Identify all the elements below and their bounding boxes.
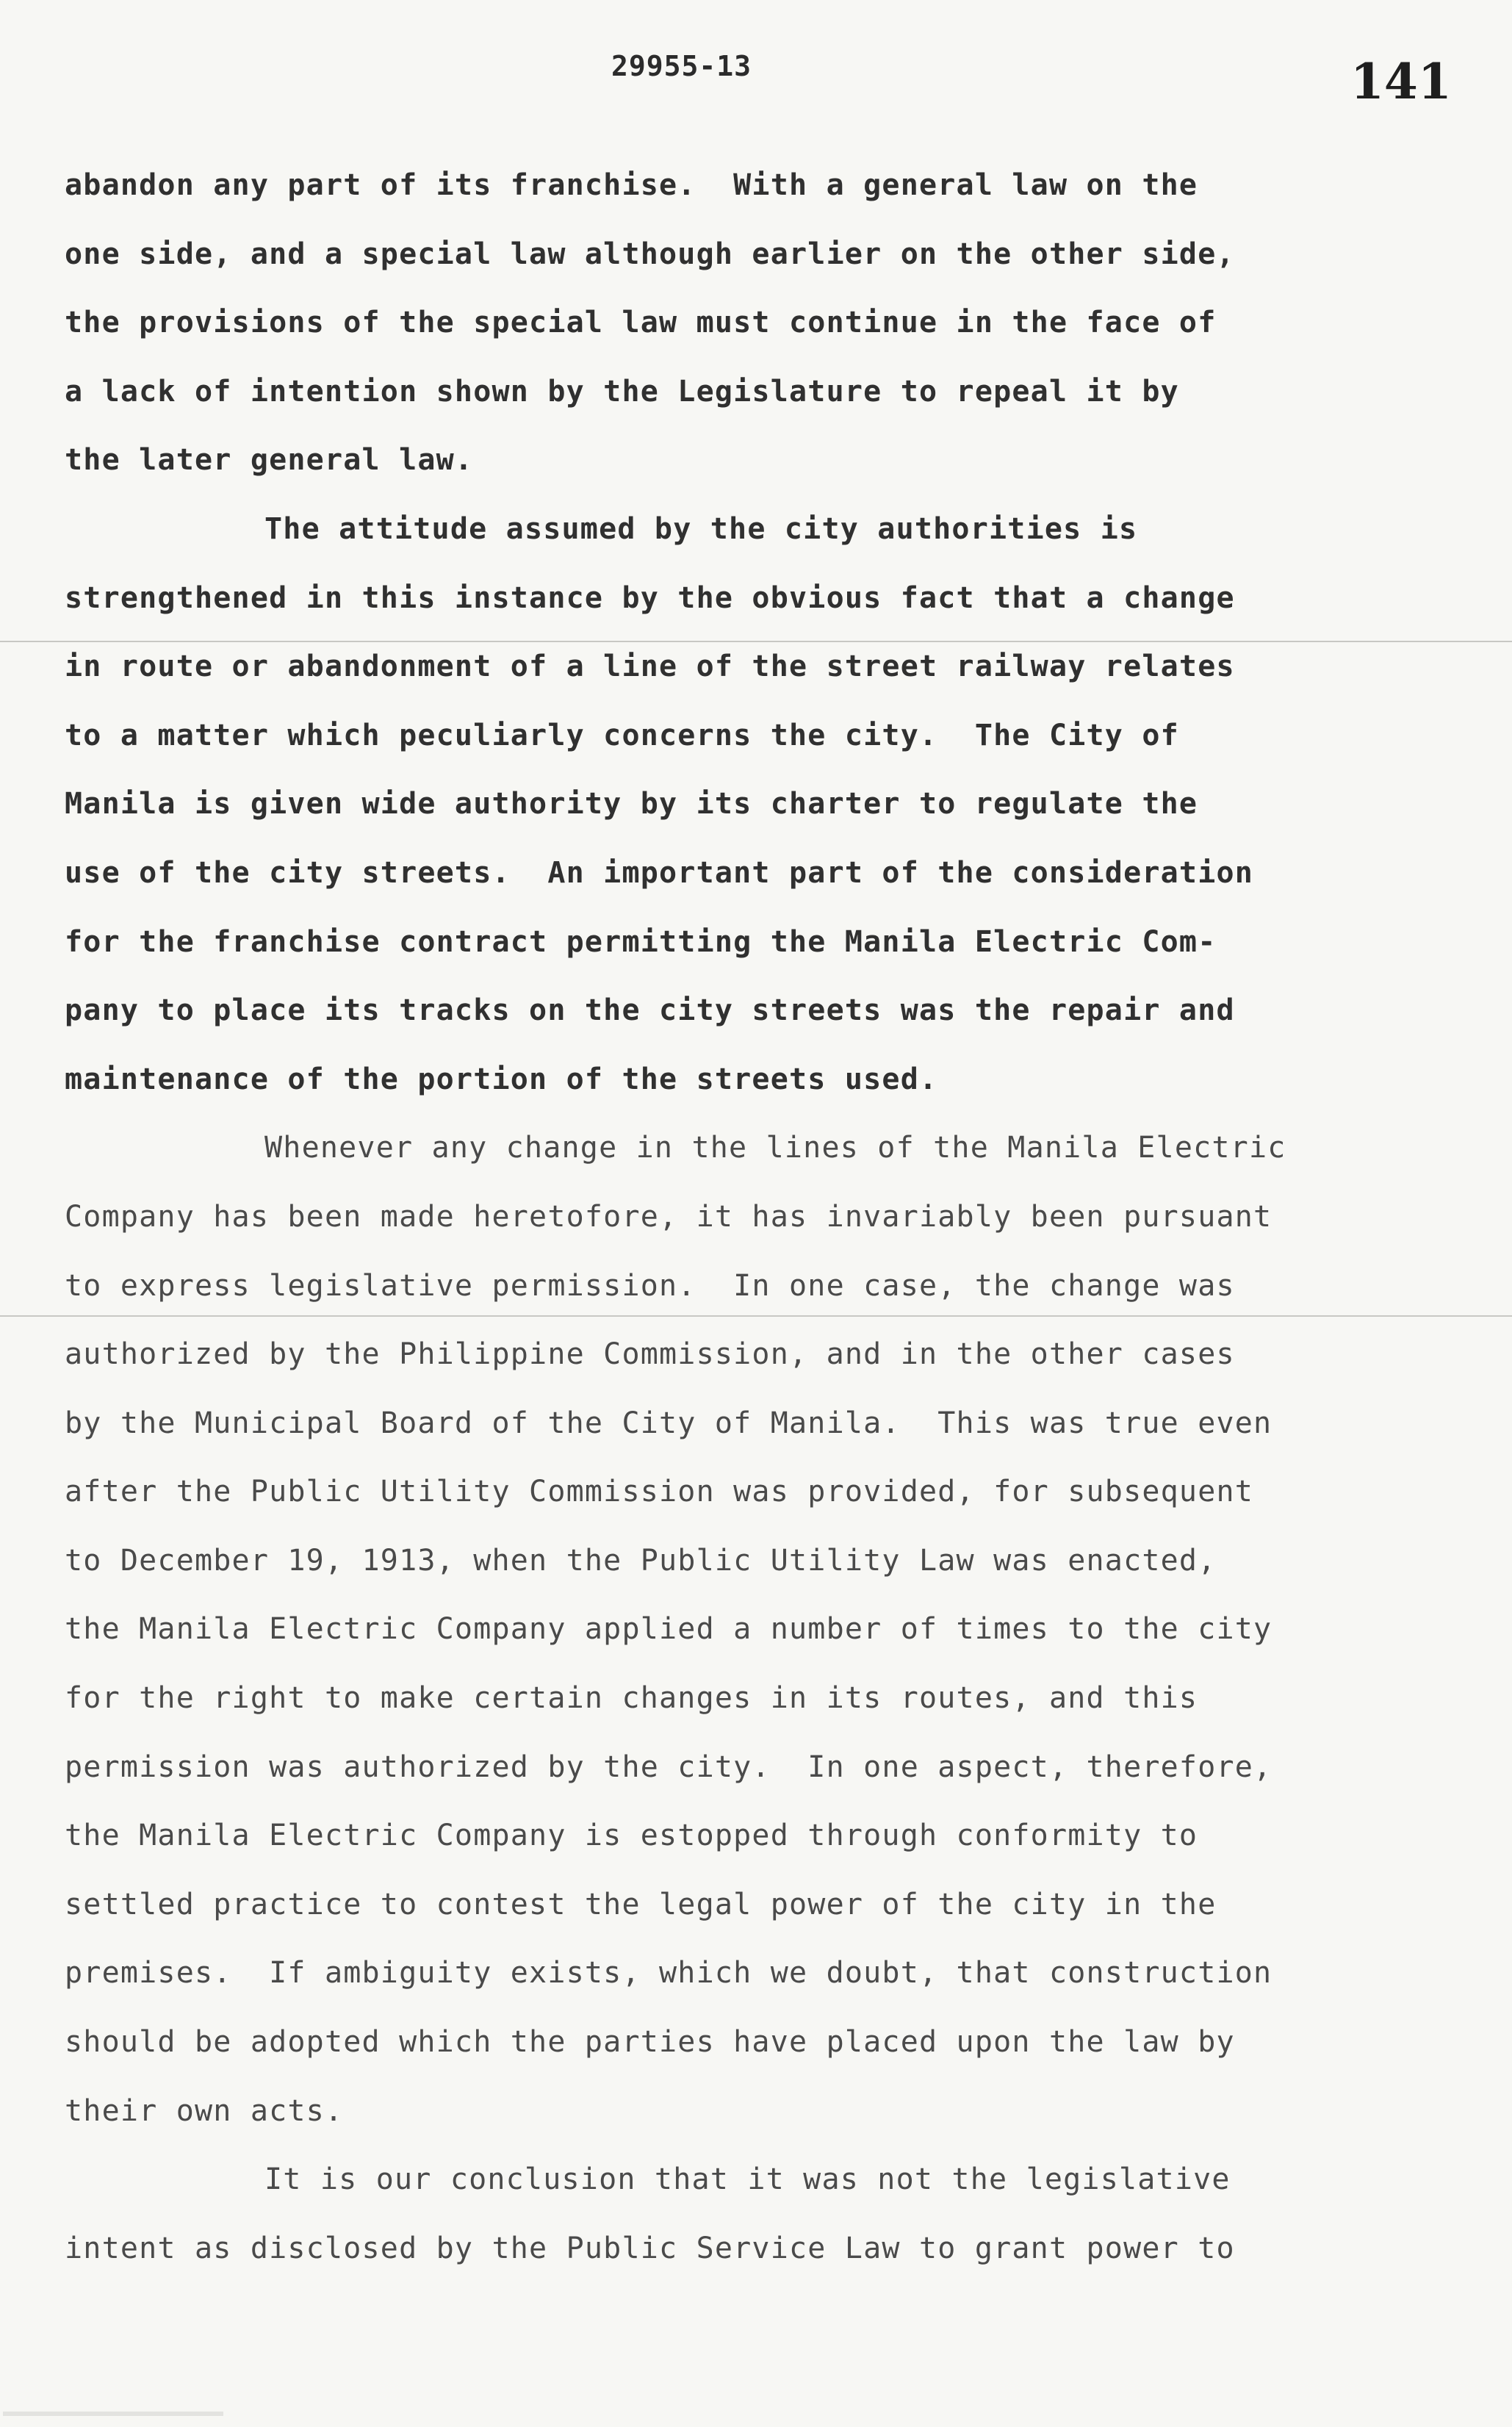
text-line: the later general law.	[65, 443, 474, 478]
text-line: authorized by the Philippine Commission, and in the other cases	[65, 1337, 1235, 1372]
text-line: pany to place its tracks on the city streets was the repair and	[65, 993, 1235, 1028]
paragraph-start-line: It is our conclusion that it was not the legislative	[264, 2162, 1231, 2197]
text-line: settled practice to contest the legal power of the city in the	[65, 1887, 1217, 1921]
text-line: use of the city streets. An important part of the consideration	[65, 855, 1254, 890]
text-line: premises. If ambiguity exists, which we doubt, that construction	[65, 1956, 1272, 1991]
text-line: their own acts.	[65, 2093, 344, 2128]
paragraph-start-line: The attitude assumed by the city authorities is	[264, 511, 1138, 546]
text-line: Company has been made heretofore, it has invariably been pursuant	[65, 1199, 1272, 1234]
text-line: Manila is given wide authority by its charter to regulate the	[65, 787, 1198, 821]
text-line: after the Public Utility Commission was provided, for subsequent	[65, 1475, 1254, 1509]
text-line: intent as disclosed by the Public Service Law to grant power to	[65, 2231, 1235, 2265]
text-line: abandon any part of its franchise. With a general law on the	[65, 168, 1198, 202]
paragraph-start-line: Whenever any change in the lines of the Manila Electric	[264, 1131, 1286, 1165]
text-line: a lack of intention shown by the Legislature to repeal it by	[65, 374, 1179, 409]
scan-footer-mark	[3, 2412, 223, 2416]
text-line: the provisions of the special law must continue in the face of	[65, 306, 1217, 340]
text-line: should be adopted which the parties have placed upon the law by	[65, 2025, 1235, 2060]
text-line: for the right to make certain changes in its routes, and this	[65, 1681, 1198, 1716]
text-line: strengthened in this instance by the obvious fact that a change	[65, 580, 1235, 615]
text-line: to express legislative permission. In one case, the change was	[65, 1268, 1235, 1303]
text-line: to December 19, 1913, when the Public Utility Law was enacted,	[65, 1543, 1217, 1578]
text-line: for the franchise contract permitting the Manila Electric Com-	[65, 924, 1217, 959]
text-line: maintenance of the portion of the streets used.	[65, 1062, 938, 1096]
text-line: the Manila Electric Company applied a number of times to the city	[65, 1612, 1272, 1647]
text-line: the Manila Electric Company is estopped through conformity to	[65, 1819, 1198, 1853]
body-text	[65, 151, 1416, 2283]
text-line: in route or abandonment of a line of the street railway relates	[65, 650, 1235, 684]
text-line: one side, and a special law although earlier on the other side,	[65, 237, 1235, 271]
page-number: 141	[1350, 53, 1452, 110]
document-number: 29955-13	[611, 50, 752, 82]
text-line: permission was authorized by the city. In one aspect, therefore,	[65, 1750, 1272, 1784]
text-line: by the Municipal Board of the City of Manila. This was true even	[65, 1406, 1272, 1440]
text-line: to a matter which peculiarly concerns the city. The City of	[65, 718, 1179, 752]
